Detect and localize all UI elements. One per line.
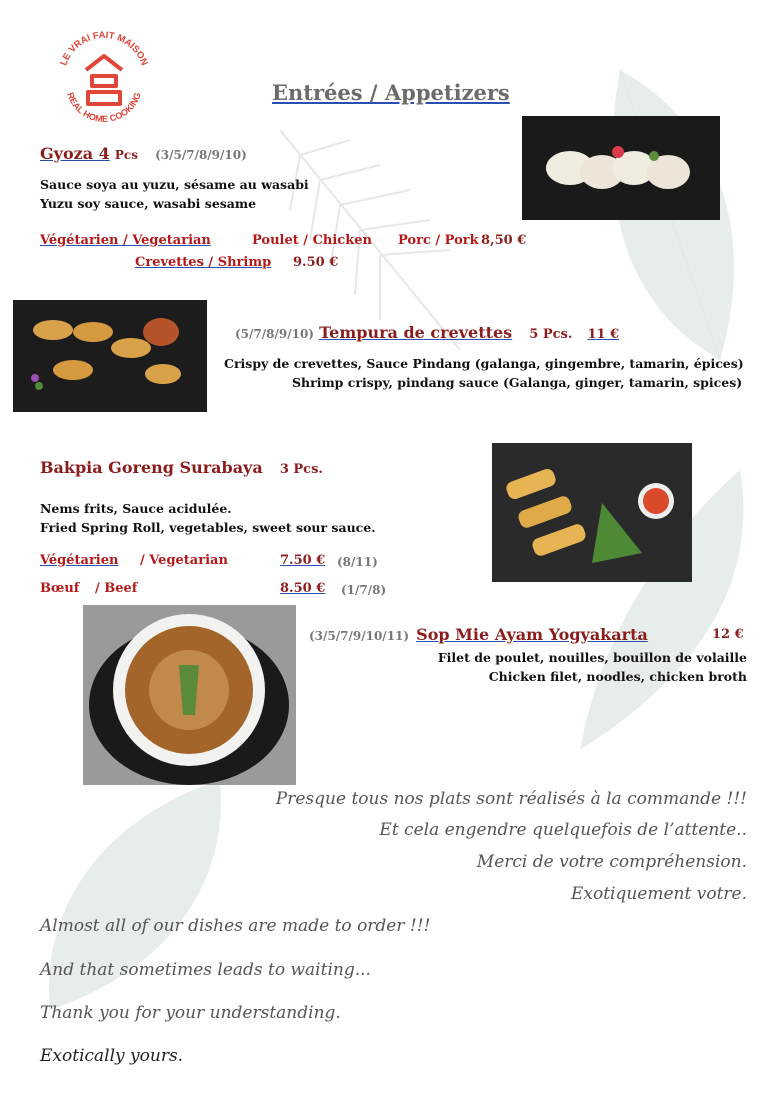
note-fr-2: Et cela engendre quelquefois de l’attente.. (379, 820, 747, 840)
gyoza-name: Gyoza 4 (40, 144, 110, 163)
bakpia-header (40, 458, 323, 477)
tempura-desc-fr: Crispy de crevettes, Sauce Pindang (galanga, gingembre, tamarin, épices) (224, 356, 744, 371)
bakpia-vegetarian-allergens: (8/11) (337, 555, 378, 569)
gyoza-option-chicken: Poulet / Chicken (252, 233, 372, 248)
tempura-photo (13, 300, 207, 412)
gyoza-shrimp-price: 9.50 € (293, 255, 339, 270)
note-en-1: Almost all of our dishes are made to order !!! (40, 916, 431, 936)
tempura-desc-en: Shrimp crispy, pindang sauce (Galanga, ginger, tamarin, spices) (292, 375, 743, 390)
gyoza-allergens: (3/5/7/8/9/10) (155, 148, 247, 162)
note-fr-1: Presque tous nos plats sont réalisés à la commande !!! (275, 789, 747, 809)
sop-name: Sop Mie Ayam Yogyakarta (416, 625, 648, 644)
logo-bottom-text: REAL HOME COOKING (65, 91, 143, 125)
note-en-2: And that sometimes leads to waiting... (40, 960, 371, 980)
gyoza-desc-en: Yuzu soy sauce, wasabi sesame (40, 196, 257, 211)
gyoza-pcs: Pcs (114, 148, 138, 162)
restaurant-logo (52, 26, 156, 130)
sop-desc-fr: Filet de poulet, nouilles, bouillon de volaille (437, 650, 747, 665)
bakpia-desc-en: Fried Spring Roll, vegetables, sweet sour sauce. (40, 520, 376, 535)
note-en-3: Thank you for your understanding. (40, 1003, 341, 1023)
sop-price: 12 € (712, 627, 744, 642)
bakpia-option-beef: Bœuf (40, 581, 80, 596)
gyoza-option-vegetarian: Végétarien / Vegetarian (40, 233, 211, 248)
tempura-allergens: (5/7/8/9/10) (235, 327, 314, 341)
gyoza-desc-fr: Sauce soya au yuzu, sésame au wasabi (40, 177, 309, 192)
bakpia-option-vegetarian: Végétarien (40, 553, 119, 568)
bakpia-name: Bakpia Goreng Surabaya (40, 458, 263, 477)
sop-photo (83, 605, 296, 785)
bakpia-beef-allergens: (1/7/8) (341, 583, 387, 597)
bakpia-pcs: 3 Pcs. (279, 462, 323, 477)
note-fr-3: Merci de votre compréhension. (476, 852, 747, 872)
page-title: Entrées / Appetizers (272, 80, 510, 105)
sop-allergens: (3/5/7/9/10/11) (309, 629, 410, 643)
tempura-header (235, 323, 619, 342)
note-en-4: Exotically yours. (40, 1046, 184, 1066)
svg-text:REAL HOME COOKING (65, 91, 143, 124)
bakpia-photo (492, 443, 692, 582)
banana-leaf-left-decoration (20, 760, 280, 1020)
gyoza-option-shrimp: Crevettes / Shrimp (135, 255, 272, 270)
tempura-price: 11 € (587, 327, 620, 342)
tempura-name: Tempura de crevettes (319, 323, 513, 342)
sop-header (309, 625, 648, 644)
gyoza-price: 8,50 € (481, 233, 527, 248)
svg-text:LE VRAI FAIT MAISON (58, 30, 150, 67)
logo-top-text: LE VRAI FAIT MAISON (58, 29, 150, 68)
note-fr-4: Exotiquement votre. (570, 884, 747, 904)
bakpia-desc-fr: Nems frits, Sauce acidulée. (40, 501, 232, 516)
gyoza-photo (522, 116, 720, 220)
gyoza-header (40, 144, 247, 163)
gyoza-option-pork: Porc / Pork (398, 233, 479, 248)
bakpia-option-vegetarian-en: / Vegetarian (140, 553, 228, 568)
bakpia-vegetarian-price: 7.50 € (280, 553, 326, 568)
bakpia-beef-price: 8.50 € (280, 581, 326, 596)
sop-desc-en: Chicken filet, noodles, chicken broth (488, 669, 747, 684)
tempura-pcs: 5 Pcs. (529, 327, 573, 342)
bakpia-option-beef-en: / Beef (95, 581, 138, 596)
